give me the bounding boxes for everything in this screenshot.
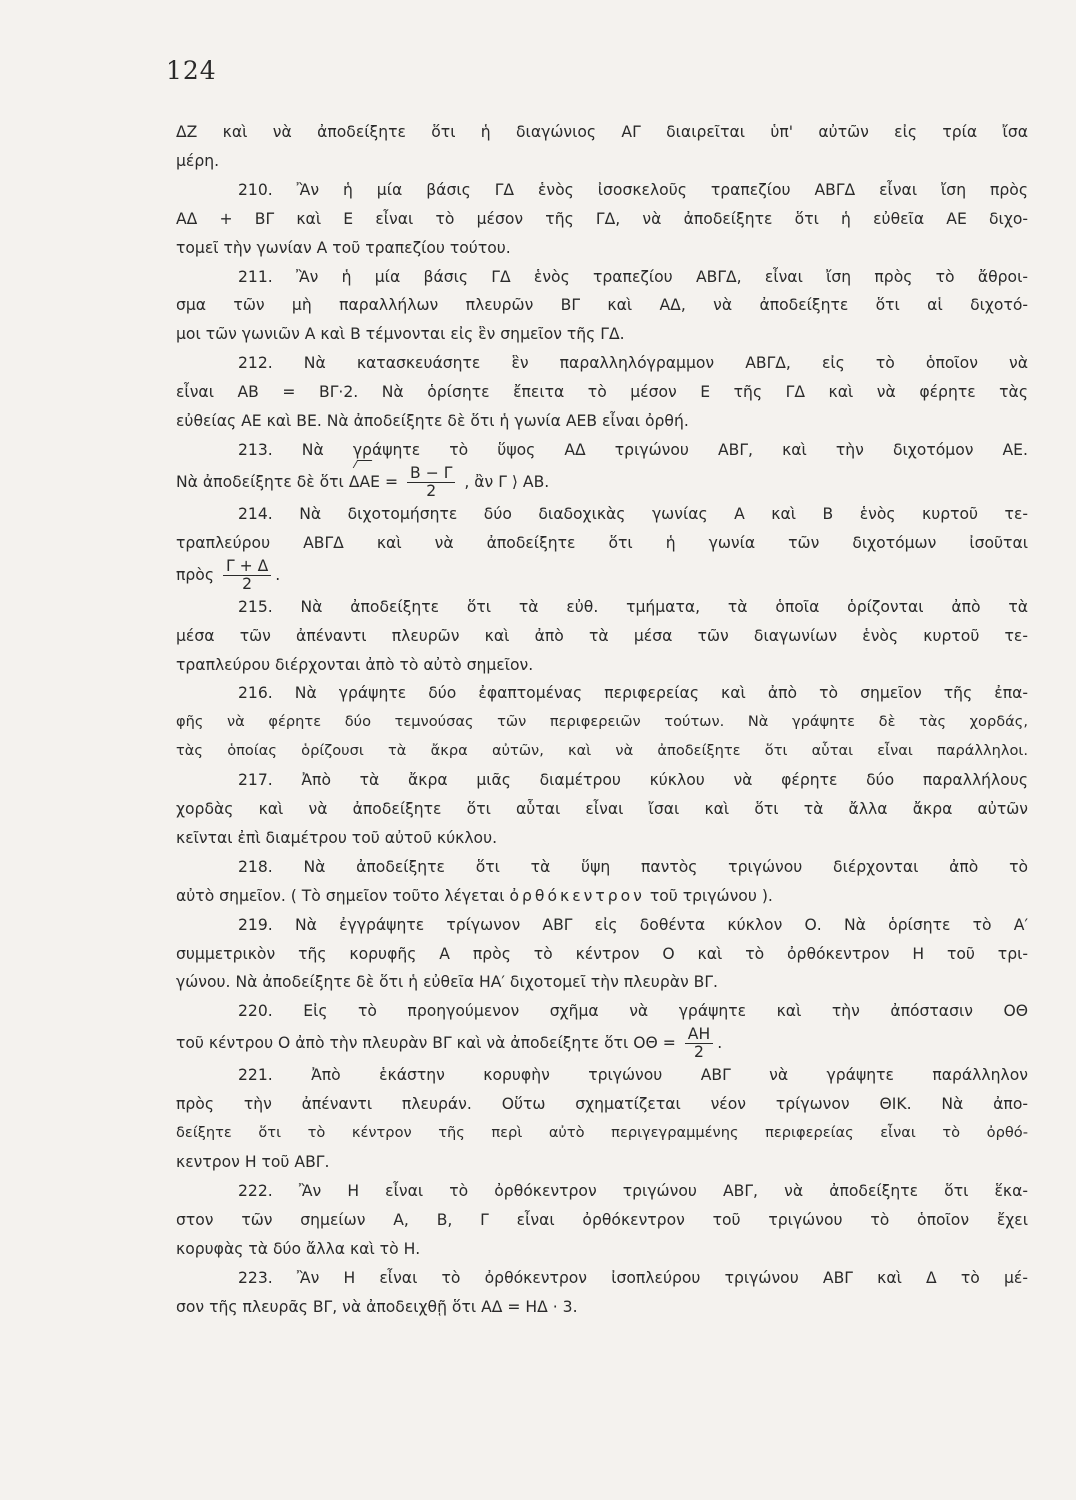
formula-line: [176, 465, 1028, 500]
text-line: συμμετρικὸν τῆς κορυφῆς Α πρὸς τὸ κέντρον Ο καὶ τὸ ὀρθόκεντρον Η τοῦ τρι-: [176, 944, 1028, 963]
exercise-210: [176, 176, 1028, 263]
text-line: κεντρον Η τοῦ ΑΒΓ.: [176, 1153, 330, 1171]
exercise-218: [176, 853, 1028, 911]
page-number: 124: [166, 56, 217, 85]
angle-symbol: ΔΑΕ: [349, 465, 380, 499]
exercise-214: [176, 500, 1028, 593]
text-line: σμα τῶν μὴ παραλλήλων πλευρῶν ΒΓ καὶ ΑΔ, νὰ ἀποδείξητε ὅτι αἱ διχοτό-: [176, 296, 1028, 315]
exercise-221: [176, 1061, 1028, 1177]
text-line: 211. Ἂν ἡ μία βάσις ΓΔ ἑνὸς τραπεζίου ΑΒΓΔ, εἶναι ἴση πρὸς τὸ ἄθροι-: [238, 267, 1028, 286]
text-segment: αὐτὸ σημεῖον. ( Τὸ σημεῖον τοῦτο λέγεται: [176, 886, 505, 905]
text-line: τομεῖ τὴν γωνίαν Α τοῦ τραπεζίου τούτου.: [176, 238, 511, 257]
text-segment: .: [717, 1034, 723, 1053]
text-line: 220. Εἰς τὸ προηγούμενον σχῆμα νὰ γράψητε καὶ τὴν ἀπόστασιν ΟΘ: [238, 1002, 1028, 1021]
text-line: 217. Ἀπὸ τὰ ἄκρα μιᾶς διαμέτρου κύκλου νὰ φέρητε δύο παραλλήλους: [238, 771, 1028, 790]
text-line: 210. Ἂν ἡ μία βάσις ΓΔ ἑνὸς ἰσοσκελοῦς τραπεζίου ΑΒΓΔ εἶναι ἴση πρὸς: [238, 180, 1028, 199]
emphasized-term: ὀρθόκεντρον: [509, 886, 645, 905]
text-segment: πρὸς: [176, 565, 214, 584]
text-line: [176, 882, 1028, 911]
fraction: [223, 558, 271, 593]
fraction: [685, 1026, 713, 1061]
text-line: 223. Ἂν Η εἶναι τὸ ὀρθόκεντρον ἰσοπλεύρου τριγώνου ΑΒΓ καὶ Δ τὸ μέ-: [238, 1268, 1028, 1287]
exercise-220: [176, 997, 1028, 1061]
text-line: γώνου. Νὰ ἀποδείξητε δὲ ὅτι ἡ εὐθεῖα ΗΑ′ διχοτομεῖ τὴν πλευρὰν ΒΓ.: [176, 973, 719, 992]
formula-line: [176, 558, 1028, 593]
page-body: [176, 118, 1028, 1321]
fraction-numerator: Γ + Δ: [223, 558, 271, 576]
text-segment: τοῦ κέντρου Ο ἀπὸ τὴν πλευρὰν ΒΓ καὶ νὰ ἀποδείξητε ὅτι ΟΘ =: [176, 1034, 676, 1053]
exercise-211: [176, 263, 1028, 350]
text-segment: .: [275, 565, 281, 584]
text-line: τραπλεύρου ΑΒΓΔ καὶ νὰ ἀποδείξητε ὅτι ἡ γωνία τῶν διχοτόμων ἰσοῦται: [176, 533, 1028, 552]
text-line: 213. Νὰ γράψητε τὸ ὕψος ΑΔ τριγώνου ΑΒΓ, καὶ τὴν διχοτόμον ΑΕ.: [238, 440, 1028, 459]
text-line: 215. Νὰ ἀποδείξητε ὅτι τὰ εὐθ. τμήματα, τὰ ὁποῖα ὁρίζονται ἀπὸ τὰ: [238, 597, 1028, 616]
text-line: 219. Νὰ ἐγγράψητε τρίγωνον ΑΒΓ εἰς δοθέντα κύκλον Ο. Νὰ ὁρίσητε τὸ Α′: [238, 915, 1028, 934]
exercise-219: [176, 911, 1028, 998]
exercise-212: [176, 349, 1028, 436]
text-line: μέσα τῶν ἀπέναντι πλευρῶν καὶ ἀπὸ τὰ μέσα τῶν διαγωνίων ἑνὸς κυρτοῦ τε-: [176, 626, 1028, 645]
text-line: σον τῆς πλευρᾶς ΒΓ, νὰ ἀποδειχθῇ ὅτι ΑΔ = ΗΔ · 3.: [176, 1297, 578, 1316]
text-line: εὐθείας ΑΕ καὶ ΒΕ. Νὰ ἀποδείξητε δὲ ὅτι ἡ γωνία ΑΕΒ εἶναι ὀρθή.: [176, 412, 689, 431]
text-line: 216. Νὰ γράψητε δύο ἐφαπτομένας περιφερείας καὶ ἀπὸ τὸ σημεῖον τῆς ἐπα-: [238, 684, 1028, 703]
text-line: εἶναι ΑΒ = ΒΓ·2. Νὰ ὁρίσητε ἔπειτα τὸ μέσον Ε τῆς ΓΔ καὶ νὰ φέρητε τὰς: [176, 383, 1028, 402]
text-line: ΑΔ + ΒΓ καὶ Ε εἶναι τὸ μέσον τῆς ΓΔ, νὰ ἀποδείξητε ὅτι ἡ εὐθεῖα ΑΕ διχο-: [176, 209, 1028, 228]
text-line: πρὸς τὴν ἀπέναντι πλευράν. Οὕτω σχηματίζεται νέον τρίγωνον ΘΙΚ. Νὰ ἀπο-: [176, 1095, 1028, 1114]
formula-line: [176, 1026, 1028, 1061]
text-line: τραπλεύρου διέρχονται ἀπὸ τὸ αὐτὸ σημεῖον.: [176, 655, 534, 674]
exercise-217: [176, 766, 1028, 853]
fraction: [407, 465, 455, 500]
text-segment: , ἂν Γ ⟩ ΑΒ.: [464, 472, 550, 491]
exercise-222: [176, 1177, 1028, 1264]
fraction-denominator: 2: [694, 1043, 704, 1062]
fraction-denominator: 2: [426, 481, 437, 500]
text-segment: τοῦ τριγώνου ).: [649, 886, 773, 905]
text-line: χορδὰς καὶ νὰ ἀποδείξητε ὅτι αὗται εἶναι ἴσαι καὶ ὅτι τὰ ἄλλα ἄκρα αὐτῶν: [176, 800, 1028, 819]
text-line: κορυφὰς τὰ δύο ἄλλα καὶ τὸ Η.: [176, 1239, 421, 1258]
text-line: 214. Νὰ διχοτομήσητε δύο διαδοχικὰς γωνίας Α καὶ Β ἑνὸς κυρτοῦ τε-: [238, 504, 1028, 523]
text-line: φῆς νὰ φέρητε δύο τεμνούσας τῶν περιφερειῶν τούτων. Νὰ γράψητε δὲ τὰς χορδάς,: [176, 713, 1028, 731]
exercise-215: [176, 593, 1028, 680]
exercise-209-end: [176, 118, 1028, 176]
text-line: 222. Ἂν Η εἶναι τὸ ὀρθόκεντρον τριγώνου ΑΒΓ, νὰ ἀποδείξητε ὅτι ἕκα-: [238, 1181, 1028, 1200]
fraction-denominator: 2: [242, 574, 253, 593]
text-line: κεῖνται ἐπὶ διαμέτρου τοῦ αὐτοῦ κύκλου.: [176, 828, 498, 847]
exercise-213: [176, 436, 1028, 500]
text-line: 218. Νὰ ἀποδείξητε ὅτι τὰ ὕψη παντὸς τριγώνου διέρχονται ἀπὸ τὸ: [238, 857, 1028, 876]
exercise-216: [176, 679, 1028, 766]
text-segment: Νὰ ἀποδείξητε δὲ ὅτι: [176, 472, 344, 491]
exercise-223: [176, 1264, 1028, 1322]
equals-sign: =: [384, 472, 399, 491]
text-line: ΔΖ καὶ νὰ ἀποδείξητε ὅτι ἡ διαγώνιος ΑΓ διαιρεῖται ὑπ' αὐτῶν εἰς τρία ἴσα: [176, 123, 1028, 141]
text-line: δείξητε ὅτι τὸ κέντρον τῆς περὶ αὐτὸ περιγεγραμμένης περιφερείας εἶναι τὸ ὀρθό-: [176, 1124, 1028, 1142]
text-line: στον τῶν σημείων Α, Β, Γ εἶναι ὀρθόκεντρον τοῦ τριγώνου τὸ ὁποῖον ἔχει: [176, 1210, 1028, 1229]
text-line: 212. Νὰ κατασκευάσητε ἓν παραλληλόγραμμον ΑΒΓΔ, εἰς τὸ ὁποῖον νὰ: [238, 354, 1028, 373]
text-line: 221. Ἀπὸ ἑκάστην κορυφὴν τριγώνου ΑΒΓ νὰ γράψητε παράλληλον: [238, 1066, 1028, 1085]
fraction-numerator: ΑΗ: [685, 1026, 713, 1044]
text-line: μέρη.: [176, 151, 220, 170]
text-line: τὰς ὁποίας ὁρίζουσι τὰ ἄκρα αὐτῶν, καὶ νὰ ἀποδείξητε ὅτι αὗται εἶναι παράλληλοι.: [176, 742, 1028, 760]
text-line: μοι τῶν γωνιῶν Α καὶ Β τέμνονται εἰς ἓν σημεῖον τῆς ΓΔ.: [176, 325, 625, 344]
fraction-numerator: Β − Γ: [407, 465, 455, 483]
